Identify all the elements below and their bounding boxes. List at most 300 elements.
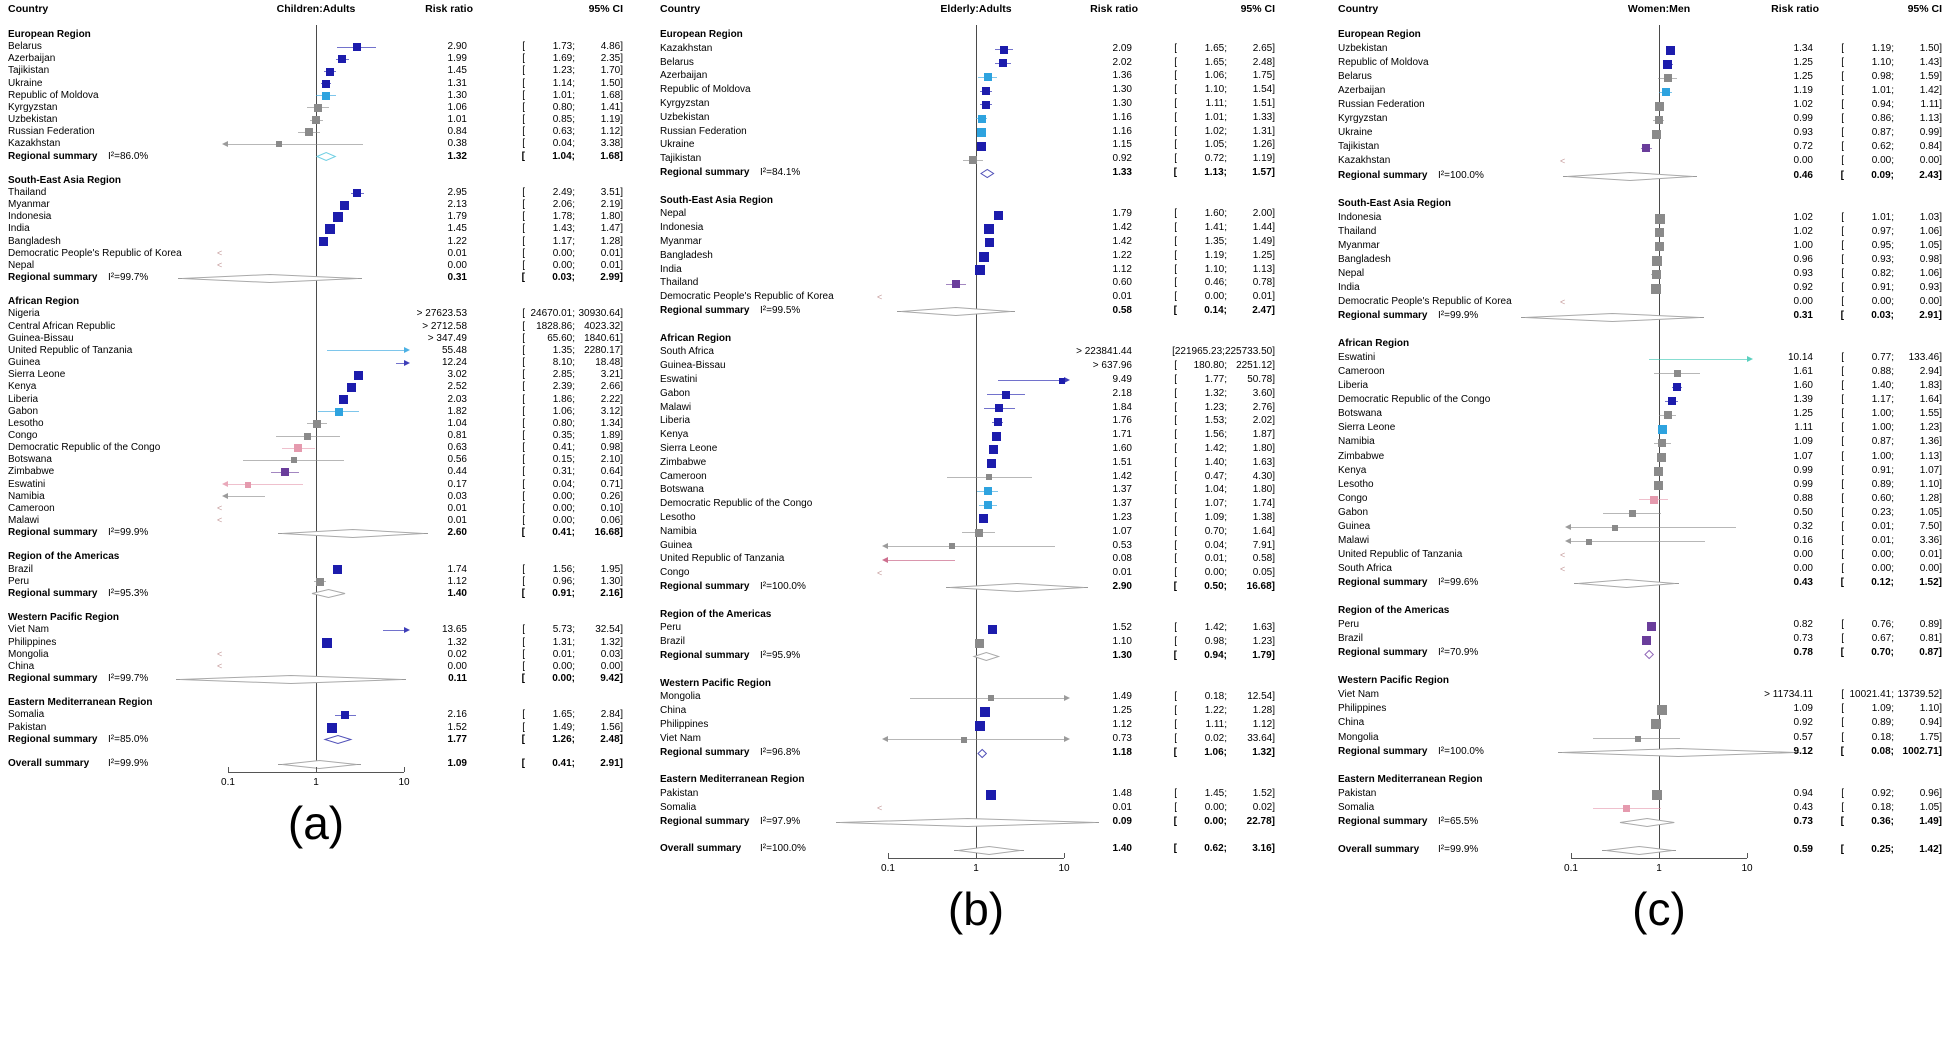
country-label: South Africa — [1338, 562, 1392, 574]
ci-open-bracket: [ — [522, 308, 525, 320]
ci-lower: 0.02; — [1204, 732, 1227, 744]
forest-row — [648, 208, 1296, 222]
effect-marker — [1647, 622, 1656, 631]
risk-ratio-value: 1.09 — [447, 758, 467, 769]
country-label: Bangladesh — [8, 235, 61, 247]
country-label: Botswana — [8, 454, 52, 466]
ci-lower: 0.80; — [552, 417, 575, 429]
ci-upper: 0.98] — [600, 442, 623, 454]
risk-ratio-value: 0.92 — [1793, 717, 1813, 729]
forest-row — [648, 802, 1296, 816]
forest-row — [1296, 99, 1944, 113]
risk-ratio-value: 0.00 — [1793, 548, 1813, 560]
forest-row — [0, 345, 648, 357]
risk-ratio-value: 0.00 — [1793, 295, 1813, 307]
summary-row — [1296, 844, 1944, 858]
ci-open-bracket: [ — [1841, 85, 1844, 97]
ci-value — [1841, 71, 1942, 82]
forest-row — [648, 291, 1296, 305]
ci-upper: 1.89] — [600, 429, 623, 441]
ci-open-bracket: [ — [1174, 291, 1177, 303]
ci-value — [1841, 689, 1942, 700]
summary-diamond — [981, 169, 994, 178]
ci-open-bracket: [ — [522, 77, 525, 89]
ci-value — [1841, 310, 1942, 321]
summary-diamond-shape — [958, 846, 1020, 854]
ci-upper: 1.05] — [1919, 239, 1942, 251]
ci-lower: 1.01; — [1871, 211, 1894, 223]
risk-ratio-value: 1.25 — [1793, 71, 1813, 83]
ci-lower: 0.91; — [1871, 281, 1894, 293]
ci-value — [1841, 436, 1942, 447]
ci-value — [522, 515, 623, 526]
ci-value — [522, 442, 623, 453]
ci-upper: 2.02] — [1252, 415, 1275, 427]
ci-open-bracket: [ — [1174, 719, 1177, 730]
off-scale-left-marker: < — [217, 247, 223, 258]
ci-upper: 1.42] — [1919, 843, 1942, 855]
risk-ratio-value: 2.03 — [447, 393, 467, 405]
ci-open-bracket: [ — [1174, 788, 1177, 799]
effect-marker — [988, 695, 994, 701]
ci-lower: 0.93; — [1871, 253, 1894, 265]
ci-open-bracket: [ — [522, 442, 525, 454]
ci-whisker — [1649, 359, 1747, 360]
risk-ratio-value: 0.03 — [447, 490, 467, 502]
ci-value — [1841, 366, 1942, 377]
ci-whisker — [396, 363, 404, 364]
ci-upper: 1.80] — [1252, 443, 1275, 454]
risk-ratio-value: 0.44 — [447, 466, 467, 478]
forest-row — [0, 308, 648, 320]
off-scale-left-marker: < — [217, 502, 223, 513]
ci-lower: 1.06; — [552, 405, 575, 417]
ci-open-bracket: [ — [522, 320, 525, 332]
ci-value — [1174, 802, 1275, 813]
ci-upper: 0.02] — [1252, 801, 1275, 813]
ci-value — [1174, 139, 1275, 150]
risk-ratio-value: 1.16 — [1112, 111, 1132, 123]
ci-upper: 1.52] — [1919, 576, 1942, 588]
ci-open-bracket: [ — [1840, 815, 1844, 827]
forest-row — [0, 661, 648, 673]
effect-marker — [999, 59, 1007, 67]
country-label: Malawi — [1338, 534, 1370, 546]
summary-label: Regional summary — [1338, 745, 1428, 757]
effect-marker — [1674, 370, 1681, 377]
ci-value — [1174, 553, 1275, 564]
ci-open-bracket: [ — [1841, 225, 1844, 237]
ci-value — [522, 90, 623, 101]
ci-lower: 0.00; — [1204, 291, 1227, 303]
region-name: European Region — [660, 29, 743, 40]
country-label: Malawi — [660, 401, 692, 413]
effect-marker — [984, 224, 994, 234]
ci-lower: 1.00; — [1871, 450, 1894, 462]
ci-open-bracket: [ — [522, 417, 525, 429]
ci-value — [522, 102, 623, 113]
forest-row — [0, 637, 648, 649]
risk-ratio-value: 0.00 — [1793, 155, 1813, 167]
ci-whisker — [327, 350, 404, 351]
ci-value — [522, 114, 623, 125]
ci-open-bracket: [ — [1841, 113, 1844, 125]
country-label: Azerbaijan — [660, 70, 708, 82]
country-label: Peru — [660, 622, 682, 634]
ci-value — [1841, 788, 1942, 799]
country-label: Philippines — [1338, 703, 1387, 715]
i-squared-value: I²=70.9% — [1438, 647, 1479, 659]
region-header-row — [1296, 198, 1944, 212]
ci-upper: 1.47] — [600, 223, 623, 235]
ci-whisker — [228, 144, 363, 145]
ci-value — [1174, 733, 1275, 744]
ci-value — [1174, 360, 1275, 371]
region-name: European Region — [1338, 29, 1421, 40]
risk-ratio-value: 10.14 — [1787, 352, 1813, 364]
ci-open-bracket: [ — [522, 101, 525, 113]
forest-row — [648, 57, 1296, 71]
ci-value — [1174, 636, 1275, 647]
summary-label: Regional summary — [1338, 815, 1428, 827]
country-label: Congo — [1338, 492, 1368, 504]
x-axis — [228, 772, 404, 773]
ci-upper: 1840.61] — [584, 332, 623, 344]
ci-lower: 0.67; — [1871, 633, 1894, 645]
ci-value — [1841, 113, 1942, 124]
forest-row — [648, 733, 1296, 747]
country-label: Tajikistan — [1338, 141, 1380, 153]
i-squared-value: I²=85.0% — [108, 733, 149, 745]
ci-open-bracket: [ — [1841, 99, 1844, 111]
country-label: Kyrgyzstan — [8, 101, 58, 113]
ci-value — [1174, 512, 1275, 523]
risk-ratio-value: 1.30 — [1112, 650, 1132, 661]
risk-ratio-value: 0.38 — [447, 138, 467, 150]
ci-upper: 1.32] — [1252, 746, 1275, 758]
country-label: Nepal — [1338, 267, 1365, 279]
ci-clip-arrow-left — [222, 493, 228, 499]
ci-open-bracket: [ — [1174, 415, 1177, 427]
ci-lower: 0.36; — [1871, 815, 1894, 827]
i-squared-value: I²=99.7% — [108, 672, 149, 684]
ci-value — [1841, 563, 1942, 574]
effect-marker — [1654, 481, 1663, 490]
summary-diamond-shape — [282, 529, 424, 537]
risk-ratio-value: 0.31 — [447, 272, 467, 283]
risk-ratio-value: 0.92 — [1793, 281, 1813, 293]
summary-row — [0, 527, 648, 539]
i-squared-value: I²=100.0% — [1438, 745, 1484, 757]
ci-lower: 0.00; — [1871, 562, 1894, 574]
ci-upper: 1.06] — [1919, 225, 1942, 237]
ci-value — [522, 564, 623, 575]
ci-lower: 1.65; — [1204, 56, 1227, 68]
ci-lower: 1.07; — [1204, 498, 1227, 510]
country-label: Myanmar — [1338, 239, 1380, 251]
effect-marker — [1655, 242, 1664, 251]
risk-ratio-value: 1.22 — [1112, 249, 1132, 261]
ci-open-bracket: [ — [1174, 111, 1177, 123]
forest-row — [1296, 127, 1944, 141]
ci-lower: 0.25; — [1871, 843, 1894, 855]
effect-marker — [1658, 439, 1666, 447]
risk-ratio-value: 2.90 — [447, 41, 467, 53]
ci-open-bracket: [ — [522, 259, 525, 271]
forest-row — [0, 503, 648, 515]
x-axis — [1571, 858, 1747, 859]
forest-row — [1296, 422, 1944, 436]
effect-marker — [322, 92, 330, 100]
risk-ratio-value: 0.01 — [447, 247, 467, 259]
ci-upper: 16.68] — [594, 527, 623, 539]
ci-open-bracket: [ — [522, 454, 525, 466]
ci-open-bracket: [ — [1174, 484, 1177, 496]
ci-upper: 1.10] — [1919, 478, 1942, 490]
ci-upper: 7.91] — [1252, 539, 1275, 551]
forest-row — [1296, 788, 1944, 802]
forest-row — [648, 346, 1296, 360]
summary-label: Regional summary — [660, 305, 750, 316]
ci-upper: 1.07] — [1919, 464, 1942, 476]
forest-row — [648, 636, 1296, 650]
risk-ratio-value: 0.09 — [1112, 815, 1132, 827]
country-label: Pakistan — [660, 788, 699, 799]
ci-clip-arrow-right — [404, 360, 410, 366]
forest-row — [648, 526, 1296, 540]
ci-value — [1174, 277, 1275, 288]
ci-value — [522, 394, 623, 405]
ci-open-bracket: [ — [522, 235, 525, 247]
x-axis-tick-label: 0.1 — [1564, 863, 1578, 874]
ci-upper: 0.84] — [1919, 141, 1942, 153]
ci-open-bracket: [ — [1841, 408, 1844, 420]
country-label: Kazakhstan — [660, 42, 713, 54]
ci-value — [522, 248, 623, 259]
forest-row — [1296, 535, 1944, 549]
ci-value — [1174, 415, 1275, 426]
effect-marker — [949, 543, 955, 549]
risk-ratio-value: > 637.96 — [1092, 360, 1132, 372]
ci-lower: 0.09; — [1871, 169, 1894, 181]
effect-marker — [988, 625, 997, 634]
forest-row — [0, 369, 648, 381]
effect-marker — [969, 156, 977, 164]
country-label: Democratic People's Republic of Korea — [1338, 295, 1512, 307]
i-squared-value: I²=100.0% — [760, 843, 806, 855]
forest-row — [648, 429, 1296, 443]
forest-row — [0, 454, 648, 466]
risk-ratio-value: 1.30 — [447, 89, 467, 101]
forest-row — [0, 333, 648, 345]
ci-value — [522, 308, 623, 319]
ci-upper: 1.30] — [600, 575, 623, 587]
ci-lower: 65.60; — [547, 332, 575, 344]
ci-open-bracket: [ — [1173, 581, 1177, 592]
forest-row — [0, 406, 648, 418]
ci-upper: 2.16] — [600, 587, 623, 599]
ci-value — [1841, 619, 1942, 630]
off-scale-left-marker: < — [877, 292, 883, 303]
ci-value — [1172, 346, 1275, 357]
country-label: Cameroon — [1338, 366, 1385, 378]
ci-value — [1174, 719, 1275, 730]
effect-marker — [347, 383, 356, 392]
country-label: Nepal — [8, 259, 35, 271]
effect-marker — [304, 433, 311, 440]
ci-value — [522, 466, 623, 477]
ci-value — [1174, 443, 1275, 454]
risk-ratio-value: 1.42 — [1112, 222, 1132, 234]
ci-value — [522, 151, 623, 162]
ci-lower: 1.35; — [552, 344, 575, 356]
ci-value — [1841, 816, 1942, 827]
summary-row — [648, 747, 1296, 761]
effect-marker — [1629, 510, 1636, 517]
summary-diamond-shape — [1567, 173, 1693, 181]
ci-upper: 1.80] — [1252, 484, 1275, 496]
effect-marker — [985, 238, 994, 247]
risk-ratio-value: 1.51 — [1112, 456, 1132, 468]
country-label: Kenya — [1338, 464, 1367, 476]
ci-value — [1174, 540, 1275, 551]
ci-clip-arrow-left — [222, 481, 228, 487]
ci-value — [1841, 633, 1942, 644]
effect-marker — [1664, 411, 1672, 419]
country-label: Democratic People's Republic of Korea — [8, 247, 182, 259]
ci-lower: 1.56; — [1204, 429, 1227, 441]
summary-diamond-shape — [282, 760, 357, 768]
summary-diamond — [974, 652, 999, 661]
ci-lower: 1.23; — [552, 65, 575, 77]
ci-value — [522, 503, 623, 514]
ci-lower: 0.00; — [1204, 815, 1227, 827]
country-label: Namibia — [660, 525, 697, 537]
ci-lower: 0.00; — [1871, 548, 1894, 560]
ci-lower: 0.00; — [552, 490, 575, 502]
i-squared-value: I²=84.1% — [760, 167, 801, 178]
country-label: Botswana — [1338, 408, 1382, 420]
panel-label: (b) — [947, 883, 1005, 935]
forest-row — [648, 139, 1296, 153]
country-label: Viet Nam — [8, 624, 49, 636]
x-axis-tick-label: 10 — [1741, 863, 1753, 874]
ci-value — [522, 722, 623, 733]
ci-value — [1841, 352, 1942, 363]
ci-upper: 0.71] — [600, 478, 623, 490]
ci-open-bracket: [ — [1173, 167, 1177, 178]
ci-open-bracket: [ — [522, 186, 525, 198]
ci-open-bracket: [ — [1841, 127, 1844, 139]
ci-upper: 9.42] — [600, 672, 623, 684]
region-header-row — [0, 29, 648, 41]
off-scale-left-marker: < — [877, 802, 883, 813]
forest-row — [648, 457, 1296, 471]
forest-row — [1296, 408, 1944, 422]
forest-row — [0, 357, 648, 369]
risk-ratio-value: 1.18 — [1112, 746, 1132, 758]
ci-open-bracket: [ — [1841, 478, 1844, 490]
ci-upper: 1.10] — [1919, 703, 1942, 715]
ci-open-bracket: [ — [1174, 249, 1177, 261]
country-label: Nepal — [660, 208, 687, 220]
ci-upper: 133.46] — [1908, 352, 1942, 364]
ci-open-bracket: [ — [1173, 650, 1177, 661]
region-name: Western Pacific Region — [660, 677, 771, 689]
country-label: Republic of Moldova — [660, 84, 751, 96]
ci-lower: 0.77; — [1871, 352, 1894, 364]
ci-lower: 1.17; — [552, 235, 575, 247]
ci-whisker — [383, 630, 404, 631]
summary-label: Regional summary — [660, 167, 750, 178]
ci-whisker — [910, 698, 1064, 699]
ci-lower: 0.95; — [1871, 239, 1894, 251]
ci-lower: 1.11; — [1205, 719, 1227, 730]
ci-value — [522, 260, 623, 271]
ci-lower: 2.06; — [552, 199, 575, 211]
region-name: Eastern Mediterranean Region — [8, 697, 153, 709]
ci-value — [522, 272, 623, 283]
ci-lower: 2.49; — [552, 186, 575, 198]
off-scale-left-marker: < — [1560, 296, 1566, 307]
ci-value — [1174, 70, 1275, 81]
effect-marker — [1652, 790, 1662, 800]
forest-row — [0, 138, 648, 150]
region-header-row — [648, 609, 1296, 623]
forest-row — [648, 360, 1296, 374]
country-label: Sierra Leone — [660, 443, 718, 454]
ci-value — [1174, 526, 1275, 537]
summary-diamond-shape — [901, 308, 1011, 316]
forest-row — [1296, 479, 1944, 493]
forest-row — [0, 709, 648, 721]
risk-ratio-value: 1.99 — [447, 53, 467, 65]
forest-row — [0, 187, 648, 199]
ci-upper: 1.83] — [1919, 380, 1942, 392]
ci-lower: 1.73; — [552, 41, 575, 53]
ci-lower: 0.00; — [1204, 801, 1227, 813]
ci-lower: 2.39; — [552, 381, 575, 393]
x-axis-tick — [316, 767, 317, 772]
ci-open-bracket: [ — [522, 138, 525, 150]
ci-upper: 1.68] — [600, 89, 623, 101]
summary-row — [0, 272, 648, 284]
country-label: Indonesia — [1338, 211, 1382, 223]
effect-marker — [1666, 46, 1675, 55]
ci-upper: 0.98] — [1919, 253, 1942, 265]
ci-lower: 0.92; — [1871, 787, 1894, 799]
ci-open-bracket: [ — [522, 211, 525, 223]
ci-upper: 16.68] — [1246, 581, 1275, 592]
ci-lower: 0.98; — [1204, 636, 1227, 648]
country-label: Somalia — [1338, 801, 1375, 813]
ci-clip-arrow-left — [882, 557, 888, 563]
ci-open-bracket: [ — [521, 672, 525, 684]
ci-lower: 1.06; — [1204, 746, 1227, 758]
ci-whisker — [888, 546, 1055, 547]
ci-lower: 0.18; — [1871, 801, 1894, 813]
ci-upper: 1.50] — [600, 77, 623, 89]
country-label: South Africa — [660, 346, 714, 358]
ci-lower: 0.00; — [1871, 295, 1894, 307]
summary-diamond — [317, 152, 335, 161]
risk-ratio-value: 0.43 — [1793, 801, 1813, 813]
ci-upper: 0.00] — [600, 660, 623, 672]
forest-row — [0, 211, 648, 223]
ci-lower: 0.04; — [1204, 539, 1227, 551]
region-header-row — [648, 678, 1296, 692]
forest-row — [648, 250, 1296, 264]
